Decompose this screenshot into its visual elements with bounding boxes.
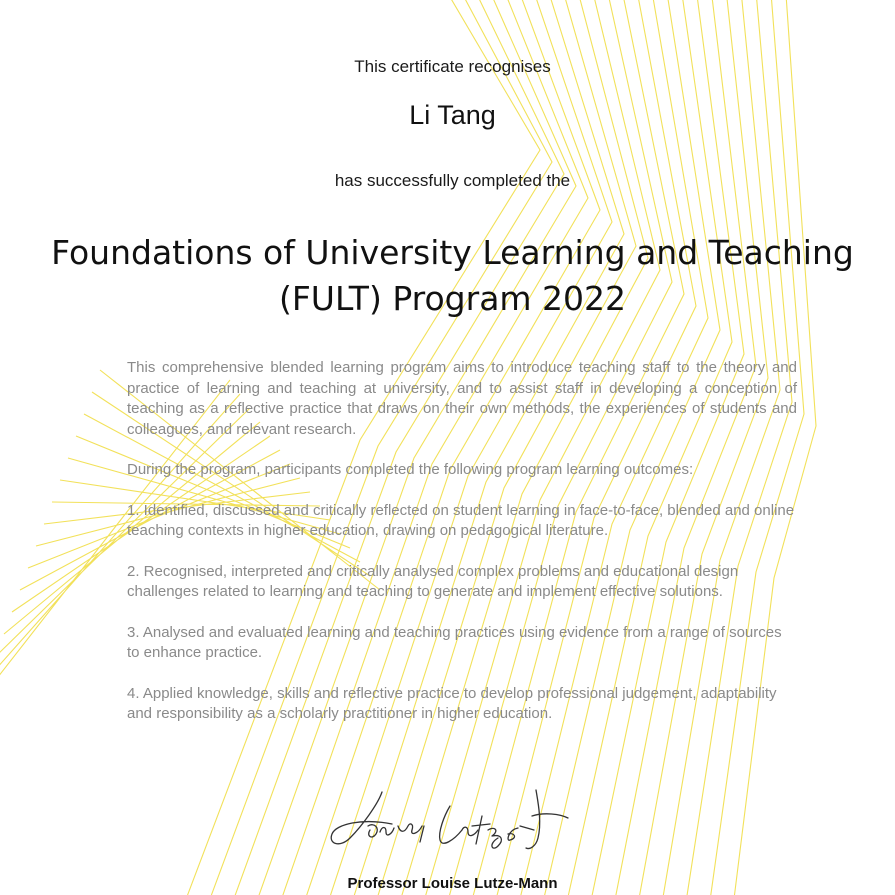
outcome-item: 4. Applied knowledge, skills and reflective practice to develop professional judgement, adaptability and responsibility as a scholarly practitioner in higher education. (127, 684, 777, 722)
program-intro: This comprehensive blended learning program aims to introduce teaching staff to the theory and practice of learning and teaching at university, and to assist staff in developing a conception of teaching as a reflective practice that draws on their own methods, the experiences of students and colleagues, and relevant research. (127, 359, 797, 438)
outcome-item: 3. Analysed and evaluated learning and teaching practices using evidence from a range of sources to enhance practice. (127, 623, 782, 661)
signatory-name: Professor Louise Lutze-Mann (347, 875, 558, 892)
outcome-item: 2. Recognised, interpreted and critically analysed complex problems and educational design challenges related to learning and teaching to generate and implement effective solutions. (127, 562, 739, 600)
outcome-item: 1. Identified, discussed and critically reflected on student learning in face-to-face, blended and online teaching contexts in higher education, drawing on pedagogical literature. (127, 501, 795, 539)
certificate-recognises-text: This certificate recognises (354, 57, 551, 76)
program-description (127, 358, 797, 745)
signature-text: Louise Lutze-Mann (447, 866, 457, 867)
completion-text: has successfully completed the (334, 171, 571, 190)
program-title: Foundations of University Learning and Teaching (FULT) Program 2022 (51, 233, 854, 318)
signature (322, 786, 584, 868)
recipient-name: Li Tang (409, 100, 496, 130)
outcomes-lead: During the program, participants completed the following program learning outcomes: (127, 461, 694, 478)
